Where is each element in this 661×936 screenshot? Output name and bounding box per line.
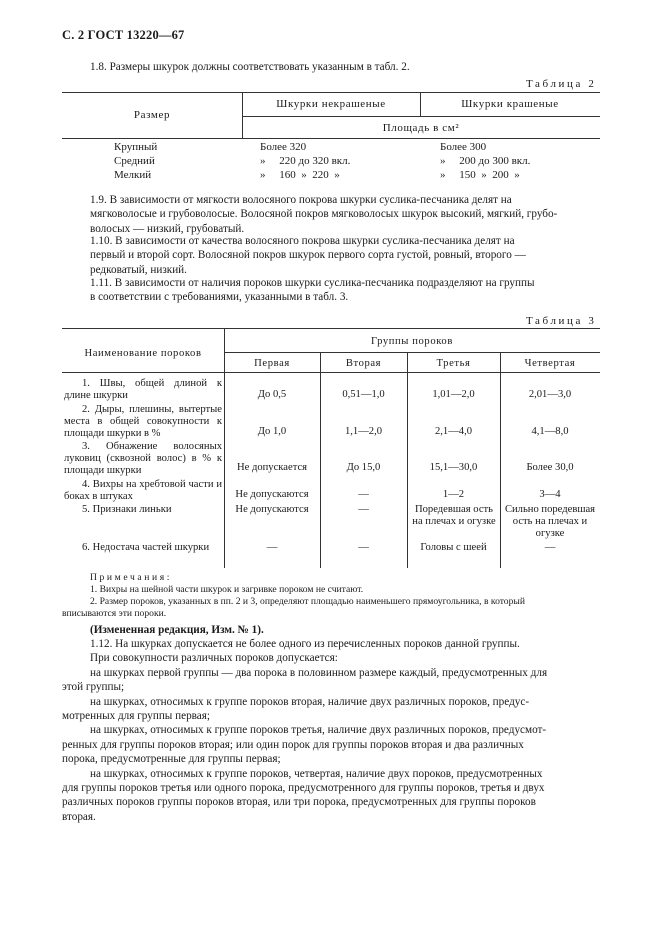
table-3-header-groups: Группы пороков	[371, 336, 453, 347]
paragraph-1-9: 1.9. В зависимости от мягкости волосяного покрова шкурки суслика-песчаника делят на мягковолосые и грубоволосые. Волосяной покров мягковолосых шкурок высокий, мягкий, грубо- волосых — низкий, грубоватый.	[90, 194, 558, 235]
notes-title: Примечания:	[90, 572, 172, 583]
paragraph-1-11: 1.11. В зависимости от наличия пороков шкурки суслика-песчаника подразделяют на группы в соответствии с требованиями, указанными в табл. 3.	[90, 277, 535, 304]
table-2-caption: Таблица 2	[526, 78, 597, 90]
table-2-header-area: Площадь в см²	[382, 122, 460, 134]
table-3-header-group-1: Первая	[254, 358, 290, 369]
table-3: Наименование пороков Группы пороков Первая Вторая Третья Четвертая 1. Швы, общей длиной к длине шкурки До 0,5 0,51—1,0 1,01—2,0 2,01—3,0 2. Дыры, плешины, вытертые места в общей совокупности к площади шкурки в % До 1,0 1,1—2,0 2,1—4,0 4,1—8,0 3. Обнажение волосяных луковиц (сквозной волос) в % к площади шкурки Не допускается До 15,0 15,1—30,0 Более 30,0 4. Вихры на хребтовой части и боках в штуках Не допускаются — 1—2 3—4 5. Признаки линьки Не допускаются — Поредевшая ость на плечах и огузке Сильно поредевшая ость на плечах и огузке 6. Недостача частей шкурки — — Головы с шеей —	[62, 328, 600, 568]
paragraph-1-12: 1.12. На шкурках допускается не более одного из перечисленных пороков данной группы. При совокупности различных пороков допускается: на шкурках первой группы — два порока в половинном размере каждый, предусмотренных для этой группы; на шкурках, относимых к группе пороков вторая, наличие двух различных пороков, предус- мотренных для группы первая; на шкурках, относимых к группе пороков третья, наличие двух различных пороков, предусмот- ренных для группы пороков вторая; или один порок для группы пороков вторая и два различных порока, предусмотренные для группы первая; на шкурках, относимых к группе пороков, четвертая, наличие двух пороков, предусмотренных для группы пороков третья или одного порока, предусмотренного для группы пороков, третья и двух различных пороков группы пороков вторая, или три порока, предусмотренных для группы пороков вторая.	[62, 638, 548, 823]
note-item: вписываются эти пороки.	[62, 608, 167, 619]
table-2-header-dyed: Шкурки крашеные	[461, 98, 559, 110]
amendment-note: (Измененная редакция, Изм. № 1).	[90, 624, 264, 636]
table-2-header-undyed: Шкурки некрашеные	[276, 98, 386, 110]
table-3-header-defect: Наименование пороков	[84, 348, 202, 359]
table-3-caption: Таблица 3	[526, 315, 597, 327]
note-item: 2. Размер пороков, указанных в пп. 2 и 3, определяют площадью наименьшего прямоугольника, в который	[90, 596, 525, 607]
note-item: 1. Вихры на шейной части шкурок и загривке пороком не считают.	[90, 584, 364, 595]
table-3-notes	[62, 572, 600, 620]
paragraph-1-8: 1.8. Размеры шкурок должны соответствовать указанным в табл. 2.	[90, 61, 410, 73]
table-3-header-group-2: Вторая	[345, 358, 382, 369]
table-3-header-group-4: Четвертая	[524, 358, 576, 369]
page-header: С. 2 ГОСТ 13220—67	[62, 28, 185, 42]
paragraph-1-10: 1.10. В зависимости от качества волосяного покрова шкурки суслика-песчаника делят на первый и второй сорт. Волосяной покров шкурок первого сорта густой, ровный, второго — редковатый, низкий.	[90, 235, 526, 276]
table-2-header-size: Размер	[133, 109, 171, 121]
table-3-header-group-3: Третья	[436, 358, 471, 369]
